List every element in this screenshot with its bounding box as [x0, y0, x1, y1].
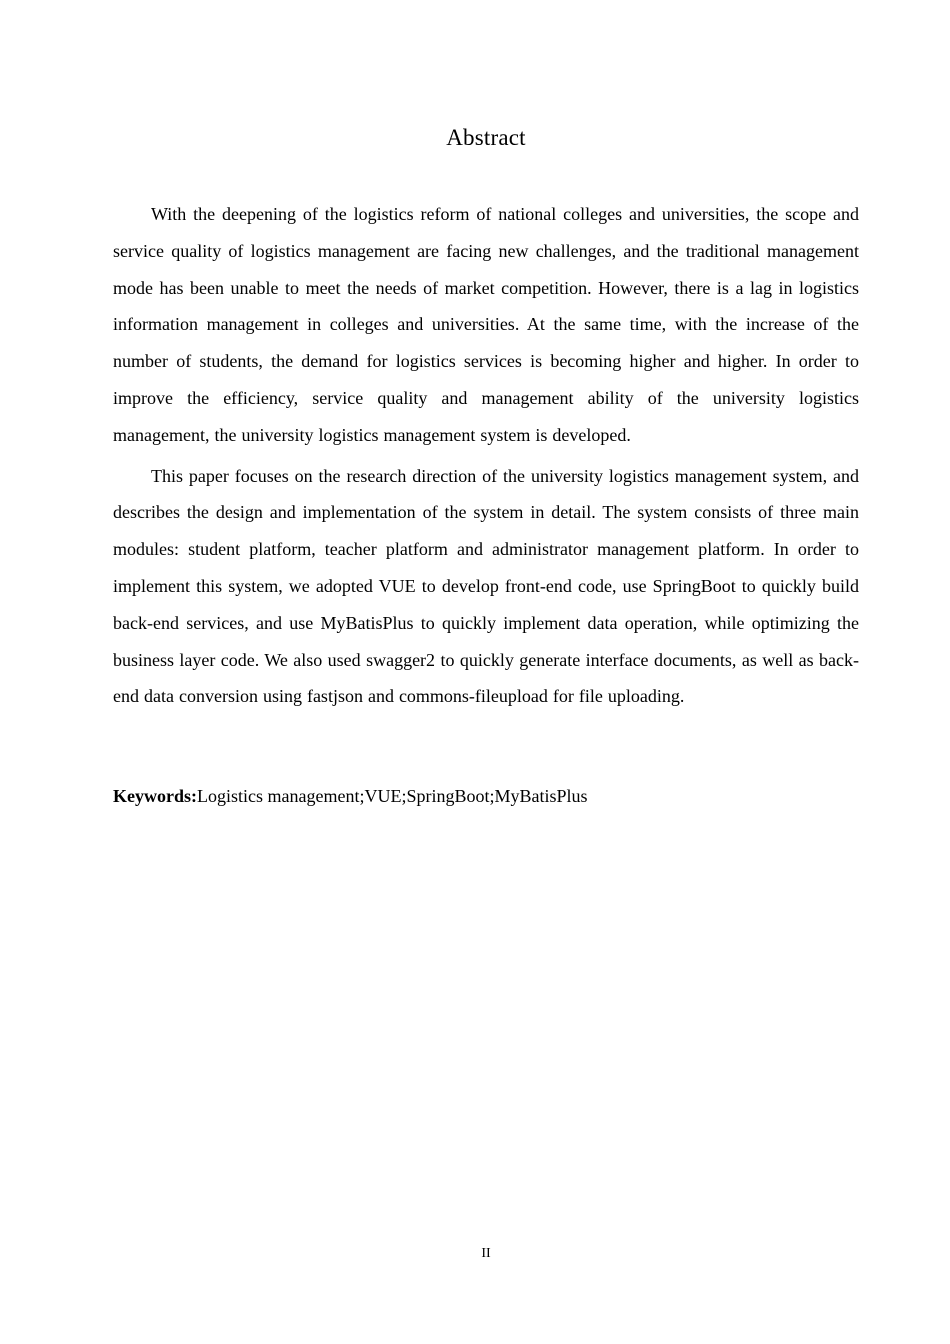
abstract-paragraph-2: This paper focuses on the research direction of the university logistics management system, and describes the design and implementation of the system in detail. The system consists of three main modules: student platform, teacher platform and administrator management platform. In order to implement this system, we adopted VUE to develop front-end code, use SpringBoot to quickly build back-end services, and use MyBatisPlus to quickly implement data operation, while optimizing the business layer code. We also used swagger2 to quickly generate interface documents, as well as back-end data conversion using fastjson and commons-fileupload for file uploading.	[113, 465, 859, 707]
page-number: II	[481, 1246, 491, 1261]
abstract-paragraph-1: With the deepening of the logistics reform of national colleges and universities, the scope and service quality of logistics management are facing new challenges, and the traditional management mode has been unable to meet the needs of market competition. However, there is a lag in logistics information management in colleges and universities. At the same time, with the increase of the number of students, the demand for logistics services is becoming higher and higher. In order to improve the efficiency, service quality and management ability of the university logistics management, the university logistics management system is developed.	[113, 204, 859, 445]
keywords-value: Logistics management;VUE;SpringBoot;MyBatisPlus	[197, 786, 588, 806]
abstract-body	[113, 196, 859, 715]
keywords-line	[113, 781, 859, 811]
abstract-title: Abstract	[446, 125, 526, 150]
keywords-label: Keywords:	[113, 786, 197, 806]
